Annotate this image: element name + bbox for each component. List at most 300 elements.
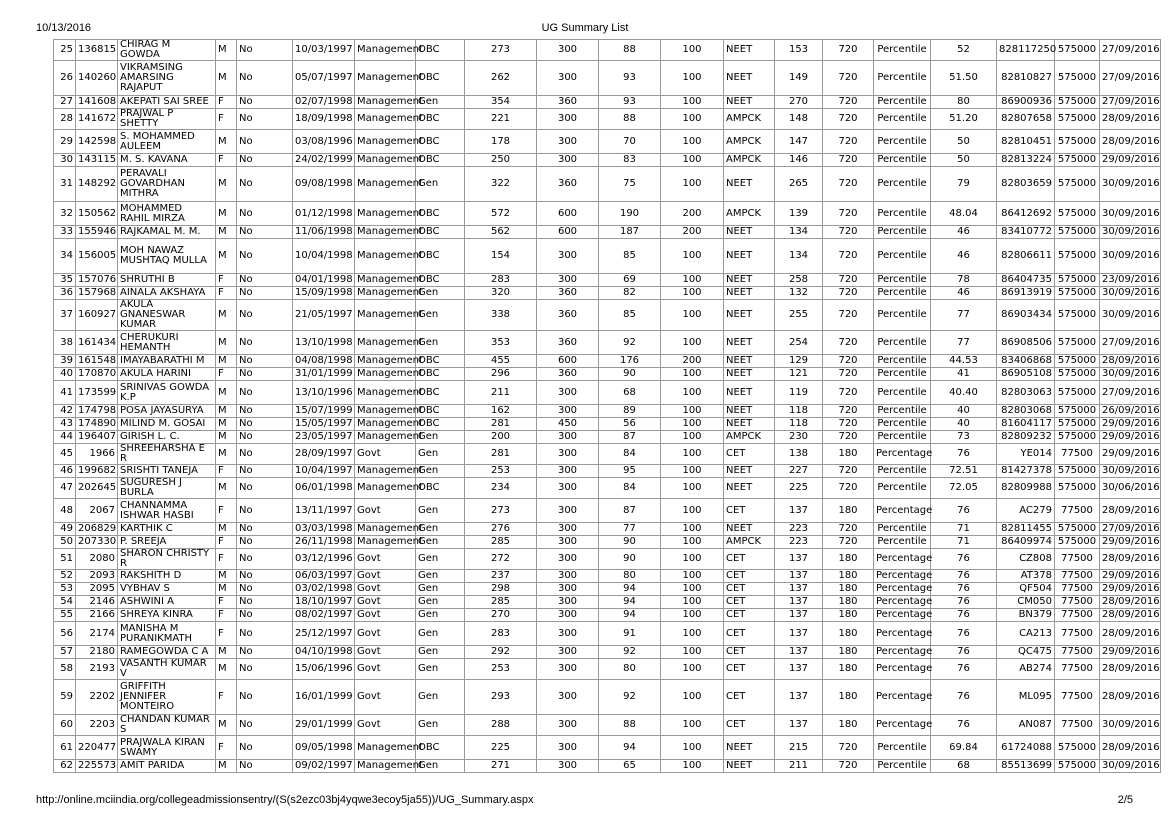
flag-cell: No <box>237 368 293 381</box>
serial-cell: 62 <box>54 760 76 773</box>
table-row <box>54 478 1161 499</box>
marks-total-cell: 360 <box>537 96 599 109</box>
dob-cell: 05/07/1997 <box>293 61 355 96</box>
gender-cell: M <box>216 130 237 154</box>
subject-total-cell: 100 <box>661 523 724 536</box>
subject-total-cell: 100 <box>661 130 724 154</box>
score-value-cell: 76 <box>931 499 997 523</box>
exam-cell: NEET <box>724 226 775 239</box>
score-type-cell: Percentile <box>874 381 931 405</box>
subject-marks-cell: 80 <box>599 570 661 583</box>
print-date: 10/13/2016 <box>36 22 92 34</box>
name-cell: MILIND M. GOSAI <box>118 418 216 431</box>
gender-cell: F <box>216 536 237 549</box>
admission-date-cell: 29/09/2016 <box>1100 431 1161 444</box>
gender-cell: F <box>216 109 237 130</box>
gender-cell: M <box>216 40 237 61</box>
marks-obtained-cell: 273 <box>465 40 537 61</box>
fee-cell: 77500 <box>1055 570 1100 583</box>
marks-total-cell: 360 <box>537 300 599 331</box>
quota-cell: Management <box>355 40 416 61</box>
table-row <box>54 736 1161 760</box>
roll-number-cell: 86908506 <box>997 331 1055 355</box>
name-cell: KARTHIK C <box>118 523 216 536</box>
name-cell: RAMEGOWDA C A <box>118 646 216 659</box>
dob-cell: 08/02/1997 <box>293 609 355 622</box>
category-cell: OBC <box>416 355 465 368</box>
subject-total-cell: 100 <box>661 239 724 274</box>
roll-number-cell: 81427378 <box>997 465 1055 478</box>
rank-score-cell: 134 <box>775 226 823 239</box>
gender-cell: M <box>216 570 237 583</box>
score-value-cell: 44.53 <box>931 355 997 368</box>
roll-number-cell: 82811455 <box>997 523 1055 536</box>
exam-cell: CET <box>724 646 775 659</box>
score-value-cell: 46 <box>931 226 997 239</box>
subject-marks-cell: 92 <box>599 331 661 355</box>
roll-number-cell: 86404735 <box>997 274 1055 287</box>
category-cell: OBC <box>416 368 465 381</box>
max-score-cell: 180 <box>823 549 874 570</box>
exam-cell: AMPCK <box>724 109 775 130</box>
dob-cell: 15/06/1996 <box>293 659 355 680</box>
category-cell: Gen <box>416 646 465 659</box>
score-type-cell: Percentile <box>874 239 931 274</box>
roll-number-cell: AN087 <box>997 715 1055 736</box>
subject-marks-cell: 88 <box>599 40 661 61</box>
gender-cell: M <box>216 405 237 418</box>
subject-marks-cell: 95 <box>599 465 661 478</box>
exam-cell: NEET <box>724 40 775 61</box>
quota-cell: Govt <box>355 622 416 646</box>
rank-score-cell: 138 <box>775 444 823 465</box>
gender-cell: F <box>216 622 237 646</box>
fee-cell: 77500 <box>1055 583 1100 596</box>
max-score-cell: 180 <box>823 444 874 465</box>
table-row <box>54 622 1161 646</box>
roll-number-cell: CM050 <box>997 596 1055 609</box>
score-type-cell: Percentile <box>874 418 931 431</box>
exam-cell: CET <box>724 583 775 596</box>
name-cell: GRIFFITH JENNIFER MONTEIRO <box>118 680 216 715</box>
subject-marks-cell: 77 <box>599 523 661 536</box>
marks-obtained-cell: 272 <box>465 549 537 570</box>
score-type-cell: Percentile <box>874 274 931 287</box>
candidate-id-cell: 2193 <box>76 659 118 680</box>
exam-cell: NEET <box>724 355 775 368</box>
score-value-cell: 50 <box>931 154 997 167</box>
quota-cell: Management <box>355 130 416 154</box>
marks-total-cell: 300 <box>537 570 599 583</box>
admission-date-cell: 30/09/2016 <box>1100 368 1161 381</box>
candidate-id-cell: 170870 <box>76 368 118 381</box>
marks-total-cell: 300 <box>537 444 599 465</box>
score-value-cell: 76 <box>931 646 997 659</box>
serial-cell: 41 <box>54 381 76 405</box>
rank-score-cell: 119 <box>775 381 823 405</box>
flag-cell: No <box>237 622 293 646</box>
score-type-cell: Percentage <box>874 549 931 570</box>
score-value-cell: 77 <box>931 331 997 355</box>
name-cell: M. S. KAVANA <box>118 154 216 167</box>
table-row <box>54 405 1161 418</box>
serial-cell: 31 <box>54 167 76 202</box>
rank-score-cell: 137 <box>775 715 823 736</box>
subject-marks-cell: 94 <box>599 609 661 622</box>
dob-cell: 15/09/1998 <box>293 287 355 300</box>
marks-obtained-cell: 200 <box>465 431 537 444</box>
marks-obtained-cell: 221 <box>465 109 537 130</box>
category-cell: OBC <box>416 226 465 239</box>
dob-cell: 11/06/1998 <box>293 226 355 239</box>
name-cell: RAKSHITH D <box>118 570 216 583</box>
candidate-id-cell: 2202 <box>76 680 118 715</box>
category-cell: Gen <box>416 96 465 109</box>
subject-marks-cell: 176 <box>599 355 661 368</box>
dob-cell: 10/04/1998 <box>293 239 355 274</box>
candidate-id-cell: 220477 <box>76 736 118 760</box>
subject-total-cell: 100 <box>661 465 724 478</box>
flag-cell: No <box>237 40 293 61</box>
roll-number-cell: 82803068 <box>997 405 1055 418</box>
score-type-cell: Percentile <box>874 40 931 61</box>
serial-cell: 30 <box>54 154 76 167</box>
exam-cell: AMPCK <box>724 536 775 549</box>
subject-total-cell: 100 <box>661 609 724 622</box>
subject-marks-cell: 88 <box>599 109 661 130</box>
serial-cell: 28 <box>54 109 76 130</box>
quota-cell: Govt <box>355 680 416 715</box>
roll-number-cell: QF504 <box>997 583 1055 596</box>
dob-cell: 03/12/1996 <box>293 549 355 570</box>
marks-obtained-cell: 320 <box>465 287 537 300</box>
max-score-cell: 720 <box>823 523 874 536</box>
score-type-cell: Percentage <box>874 499 931 523</box>
subject-marks-cell: 83 <box>599 154 661 167</box>
roll-number-cell: 86412692 <box>997 202 1055 226</box>
candidate-id-cell: 225573 <box>76 760 118 773</box>
fee-cell: 575000 <box>1055 405 1100 418</box>
dob-cell: 10/04/1997 <box>293 465 355 478</box>
fee-cell: 575000 <box>1055 465 1100 478</box>
gender-cell: M <box>216 226 237 239</box>
score-value-cell: 76 <box>931 680 997 715</box>
candidate-id-cell: 206829 <box>76 523 118 536</box>
gender-cell: F <box>216 96 237 109</box>
category-cell: Gen <box>416 287 465 300</box>
name-cell: AKULA HARINI <box>118 368 216 381</box>
table-row <box>54 96 1161 109</box>
name-cell: CHANDAN KUMAR S <box>118 715 216 736</box>
fee-cell: 77500 <box>1055 715 1100 736</box>
admission-date-cell: 28/09/2016 <box>1100 736 1161 760</box>
quota-cell: Govt <box>355 659 416 680</box>
subject-total-cell: 100 <box>661 300 724 331</box>
candidate-id-cell: 140260 <box>76 61 118 96</box>
max-score-cell: 720 <box>823 287 874 300</box>
rank-score-cell: 137 <box>775 646 823 659</box>
subject-total-cell: 100 <box>661 760 724 773</box>
gender-cell: F <box>216 368 237 381</box>
fee-cell: 575000 <box>1055 239 1100 274</box>
name-cell: PRAJWAL P SHETTY <box>118 109 216 130</box>
roll-number-cell: BN379 <box>997 609 1055 622</box>
score-value-cell: 40 <box>931 418 997 431</box>
subject-total-cell: 100 <box>661 646 724 659</box>
exam-cell: CET <box>724 596 775 609</box>
subject-marks-cell: 75 <box>599 167 661 202</box>
gender-cell: F <box>216 549 237 570</box>
serial-cell: 48 <box>54 499 76 523</box>
roll-number-cell: 82809232 <box>997 431 1055 444</box>
serial-cell: 57 <box>54 646 76 659</box>
quota-cell: Management <box>355 300 416 331</box>
candidate-id-cell: 141672 <box>76 109 118 130</box>
max-score-cell: 720 <box>823 465 874 478</box>
name-cell: SHRUTHI B <box>118 274 216 287</box>
exam-cell: NEET <box>724 61 775 96</box>
table-row <box>54 609 1161 622</box>
serial-cell: 52 <box>54 570 76 583</box>
roll-number-cell: AC279 <box>997 499 1055 523</box>
serial-cell: 56 <box>54 622 76 646</box>
category-cell: Gen <box>416 583 465 596</box>
flag-cell: No <box>237 646 293 659</box>
rank-score-cell: 254 <box>775 331 823 355</box>
roll-number-cell: 61724088 <box>997 736 1055 760</box>
score-type-cell: Percentage <box>874 659 931 680</box>
exam-cell: NEET <box>724 523 775 536</box>
marks-obtained-cell: 562 <box>465 226 537 239</box>
gender-cell: M <box>216 381 237 405</box>
flag-cell: No <box>237 405 293 418</box>
marks-total-cell: 300 <box>537 381 599 405</box>
score-value-cell: 76 <box>931 444 997 465</box>
dob-cell: 29/01/1999 <box>293 715 355 736</box>
marks-obtained-cell: 211 <box>465 381 537 405</box>
fee-cell: 575000 <box>1055 274 1100 287</box>
subject-total-cell: 100 <box>661 583 724 596</box>
exam-cell: AMPCK <box>724 202 775 226</box>
dob-cell: 18/10/1997 <box>293 596 355 609</box>
roll-number-cell: 82810451 <box>997 130 1055 154</box>
subject-marks-cell: 80 <box>599 659 661 680</box>
rank-score-cell: 225 <box>775 478 823 499</box>
marks-total-cell: 300 <box>537 478 599 499</box>
exam-cell: AMPCK <box>724 431 775 444</box>
marks-total-cell: 300 <box>537 499 599 523</box>
table-row <box>54 536 1161 549</box>
gender-cell: M <box>216 659 237 680</box>
fee-cell: 575000 <box>1055 109 1100 130</box>
table-row <box>54 368 1161 381</box>
subject-marks-cell: 90 <box>599 368 661 381</box>
summary-table <box>53 39 1161 773</box>
category-cell: OBC <box>416 40 465 61</box>
quota-cell: Management <box>355 287 416 300</box>
subject-marks-cell: 88 <box>599 715 661 736</box>
max-score-cell: 720 <box>823 368 874 381</box>
serial-cell: 39 <box>54 355 76 368</box>
flag-cell: No <box>237 96 293 109</box>
score-value-cell: 46 <box>931 287 997 300</box>
roll-number-cell: AT378 <box>997 570 1055 583</box>
footer-url: http://online.mciindia.org/collegeadmissionsentry/(S(s2ezc03bj4yqwe3ecoy5ja55))/UG_Summary.aspx <box>36 794 534 806</box>
score-value-cell: 41 <box>931 368 997 381</box>
flag-cell: No <box>237 680 293 715</box>
candidate-id-cell: 2174 <box>76 622 118 646</box>
exam-cell: CET <box>724 499 775 523</box>
exam-cell: CET <box>724 659 775 680</box>
serial-cell: 43 <box>54 418 76 431</box>
score-type-cell: Percentile <box>874 523 931 536</box>
rank-score-cell: 137 <box>775 570 823 583</box>
score-value-cell: 71 <box>931 523 997 536</box>
exam-cell: NEET <box>724 239 775 274</box>
score-value-cell: 50 <box>931 130 997 154</box>
table-row <box>54 40 1161 61</box>
gender-cell: F <box>216 154 237 167</box>
serial-cell: 32 <box>54 202 76 226</box>
quota-cell: Management <box>355 536 416 549</box>
rank-score-cell: 215 <box>775 736 823 760</box>
score-value-cell: 48.04 <box>931 202 997 226</box>
score-value-cell: 73 <box>931 431 997 444</box>
score-value-cell: 46 <box>931 239 997 274</box>
quota-cell: Govt <box>355 596 416 609</box>
subject-marks-cell: 82 <box>599 287 661 300</box>
max-score-cell: 180 <box>823 499 874 523</box>
flag-cell: No <box>237 109 293 130</box>
dob-cell: 09/08/1998 <box>293 167 355 202</box>
subject-total-cell: 100 <box>661 381 724 405</box>
admission-date-cell: 23/09/2016 <box>1100 274 1161 287</box>
name-cell: VIKRAMSING AMARSING RAJAPUT <box>118 61 216 96</box>
rank-score-cell: 258 <box>775 274 823 287</box>
subject-marks-cell: 94 <box>599 583 661 596</box>
fee-cell: 575000 <box>1055 287 1100 300</box>
subject-total-cell: 100 <box>661 536 724 549</box>
fee-cell: 575000 <box>1055 381 1100 405</box>
subject-marks-cell: 84 <box>599 478 661 499</box>
score-type-cell: Percentage <box>874 609 931 622</box>
score-value-cell: 51.50 <box>931 61 997 96</box>
admission-date-cell: 28/09/2016 <box>1100 596 1161 609</box>
candidate-id-cell: 199682 <box>76 465 118 478</box>
gender-cell: F <box>216 736 237 760</box>
quota-cell: Management <box>355 61 416 96</box>
subject-total-cell: 100 <box>661 274 724 287</box>
score-type-cell: Percentile <box>874 61 931 96</box>
flag-cell: No <box>237 61 293 96</box>
roll-number-cell: 86903434 <box>997 300 1055 331</box>
name-cell: ASHWINI A <box>118 596 216 609</box>
fee-cell: 77500 <box>1055 609 1100 622</box>
score-value-cell: 77 <box>931 300 997 331</box>
serial-cell: 54 <box>54 596 76 609</box>
roll-number-cell: 82807658 <box>997 109 1055 130</box>
score-type-cell: Percentage <box>874 680 931 715</box>
flag-cell: No <box>237 355 293 368</box>
max-score-cell: 720 <box>823 239 874 274</box>
candidate-id-cell: 156005 <box>76 239 118 274</box>
marks-obtained-cell: 281 <box>465 444 537 465</box>
max-score-cell: 720 <box>823 40 874 61</box>
quota-cell: Management <box>355 478 416 499</box>
max-score-cell: 720 <box>823 405 874 418</box>
score-type-cell: Percentage <box>874 596 931 609</box>
admission-date-cell: 30/09/2016 <box>1100 300 1161 331</box>
marks-total-cell: 360 <box>537 287 599 300</box>
rank-score-cell: 137 <box>775 659 823 680</box>
flag-cell: No <box>237 549 293 570</box>
name-cell: IMAYABARATHI M <box>118 355 216 368</box>
max-score-cell: 720 <box>823 431 874 444</box>
candidate-id-cell: 148292 <box>76 167 118 202</box>
quota-cell: Management <box>355 405 416 418</box>
flag-cell: No <box>237 154 293 167</box>
admission-date-cell: 26/09/2016 <box>1100 405 1161 418</box>
dob-cell: 13/11/1997 <box>293 499 355 523</box>
max-score-cell: 720 <box>823 736 874 760</box>
marks-obtained-cell: 281 <box>465 418 537 431</box>
flag-cell: No <box>237 583 293 596</box>
score-value-cell: 72.51 <box>931 465 997 478</box>
flag-cell: No <box>237 523 293 536</box>
quota-cell: Management <box>355 381 416 405</box>
flag-cell: No <box>237 167 293 202</box>
category-cell: Gen <box>416 609 465 622</box>
marks-obtained-cell: 572 <box>465 202 537 226</box>
flag-cell: No <box>237 760 293 773</box>
candidate-id-cell: 161548 <box>76 355 118 368</box>
table-row <box>54 226 1161 239</box>
name-cell: RAJKAMAL M. M. <box>118 226 216 239</box>
flag-cell: No <box>237 431 293 444</box>
marks-obtained-cell: 338 <box>465 300 537 331</box>
subject-total-cell: 100 <box>661 478 724 499</box>
serial-cell: 59 <box>54 680 76 715</box>
gender-cell: F <box>216 609 237 622</box>
max-score-cell: 180 <box>823 659 874 680</box>
name-cell: AKEPATI SAI SREE <box>118 96 216 109</box>
admission-date-cell: 28/09/2016 <box>1100 622 1161 646</box>
fee-cell: 77500 <box>1055 646 1100 659</box>
fee-cell: 575000 <box>1055 536 1100 549</box>
exam-cell: NEET <box>724 760 775 773</box>
score-type-cell: Percentile <box>874 287 931 300</box>
category-cell: Gen <box>416 659 465 680</box>
category-cell: Gen <box>416 499 465 523</box>
quota-cell: Management <box>355 368 416 381</box>
admission-date-cell: 30/06/2016 <box>1100 478 1161 499</box>
subject-total-cell: 100 <box>661 40 724 61</box>
score-value-cell: 76 <box>931 583 997 596</box>
category-cell: Gen <box>416 570 465 583</box>
max-score-cell: 720 <box>823 478 874 499</box>
subject-total-cell: 100 <box>661 287 724 300</box>
rank-score-cell: 153 <box>775 40 823 61</box>
subject-marks-cell: 190 <box>599 202 661 226</box>
table-row <box>54 418 1161 431</box>
subject-marks-cell: 68 <box>599 381 661 405</box>
flag-cell: No <box>237 478 293 499</box>
table-row <box>54 583 1161 596</box>
marks-total-cell: 300 <box>537 523 599 536</box>
subject-total-cell: 100 <box>661 499 724 523</box>
admission-date-cell: 28/09/2016 <box>1100 499 1161 523</box>
flag-cell: No <box>237 274 293 287</box>
